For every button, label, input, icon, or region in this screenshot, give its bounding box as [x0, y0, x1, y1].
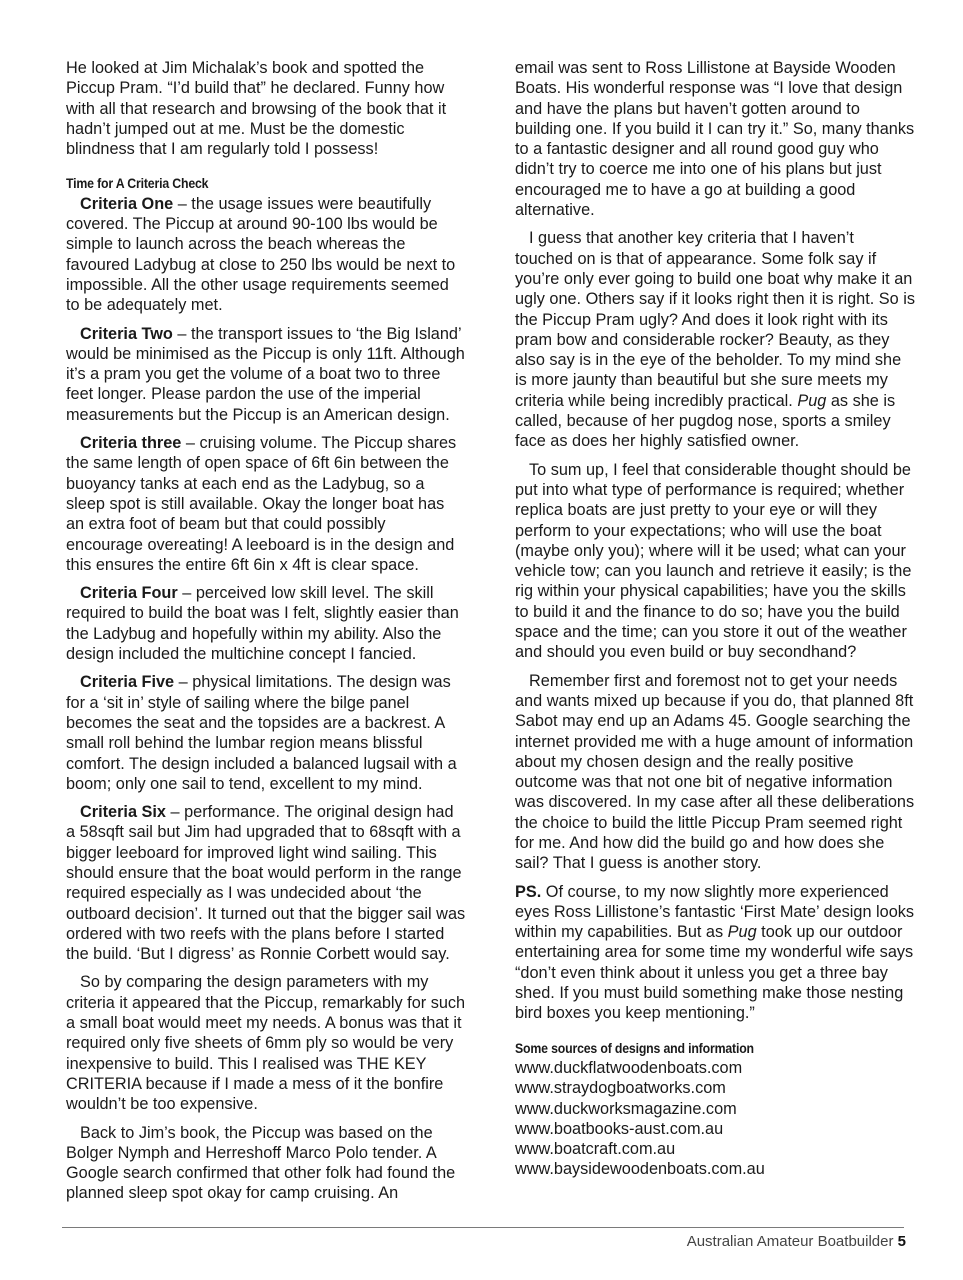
- ps-label: PS.: [515, 882, 542, 901]
- source-link[interactable]: www.boatbooks-aust.com.au: [515, 1119, 724, 1138]
- criteria-one-label: Criteria One: [80, 194, 174, 213]
- footer-rule: [62, 1227, 904, 1228]
- sources-list: [515, 1058, 915, 1180]
- sum-up-paragraph: To sum up, I feel that considerable thought should be put into what type of performance is required; whether replica boats are just pretty to your eye or will they perform to your expectations; who will use the boat (maybe only you); where will it be used; what can your vehicle tow; can you launch and retrieve it easily; is the rig within your physical capabilities; have you the skills to build it and the finance to do so; have you the build space and the time; can you store it out of the weather and should you even build or buy secondhand?: [515, 460, 912, 662]
- criteria-one-paragraph: [66, 194, 466, 316]
- appearance-paragraph: [515, 228, 915, 451]
- source-link[interactable]: www.straydogboatworks.com: [515, 1079, 726, 1098]
- ps-pug-name: Pug: [727, 923, 757, 942]
- ps-paragraph: [515, 882, 915, 1024]
- left-column: [66, 58, 466, 1204]
- criteria-six-paragraph: [66, 802, 466, 964]
- appearance-text-cont: as she is called, because of her pugdog nose, sports a smiley face as does her highly satisfied owner.: [515, 391, 896, 451]
- email-paragraph: email was sent to Ross Lillistone at Bayside Wooden Boats. His wonderful response was “I love that design and have the plans but haven’t gotten around to building one. If you build it I can try it.” So, many thanks to a fantastic designer and all round good guy who didn’t try to coerce me into one of his plans but just encouraged me to have a go at building a good alternative.: [515, 59, 915, 220]
- criteria-two-paragraph: [66, 324, 466, 425]
- sources-heading: Some sources of designs and information: [515, 1039, 754, 1056]
- source-link[interactable]: www.duckworksmagazine.com: [515, 1099, 737, 1118]
- criteria-five-text: – physical limitations. The design was for a ‘sit in’ style of sailing where the bilge panel becomes the seat and the topsides are a backrest. A small roll behind the lumbar region means blissful comfort. The design included a balanced lugsail with a boom; only one sail to tend, excellent to my mind.: [66, 673, 457, 793]
- criteria-subheading: Time for A Criteria Check: [66, 175, 209, 192]
- criteria-four-paragraph: [66, 583, 466, 664]
- criteria-five-paragraph: [66, 672, 466, 794]
- criteria-six-label: Criteria Six: [80, 803, 166, 822]
- criteria-one-text: – the usage issues were beautifully covered. The Piccup at around 90-100 lbs would be simple to launch across the beach whereas the favoured Ladybug at close to 250 lbs would be next to impossible. All the other usage requirements seemed to be adequately met.: [66, 194, 456, 315]
- criteria-three-label: Criteria three: [80, 434, 182, 453]
- criteria-two-label: Criteria Two: [80, 324, 173, 343]
- jims-book-paragraph: Back to Jim’s book, the Piccup was based on the Bolger Nymph and Herreshoff Marco Polo tender. A Google search confirmed that other folk had found the planned sleep spot okay for camp cruising. An: [66, 1123, 456, 1203]
- page-footer: [687, 1233, 906, 1250]
- criteria-four-label: Criteria Four: [80, 584, 178, 603]
- source-link[interactable]: www.baysidewoodenboats.com.au: [515, 1160, 765, 1179]
- comparison-paragraph: So by comparing the design parameters with my criteria it appeared that the Piccup, remarkably for such a small boat would meet my needs. A bonus was that it required only five sheets of 6mm ply so would be very inexpensive to build. This I realised was THE KEY CRITERIA because if I made a mess of it the bonfire wouldn’t be too expensive.: [66, 973, 466, 1114]
- pug-name: Pug: [797, 391, 827, 410]
- ps-text-cont: took up our outdoor entertaining area for some time my wonderful wife says “don’t even think about it unless you get a three bay shed. If you must build something make those nesting bird boxes you keep mentioning.”: [515, 923, 914, 1023]
- appearance-text: I guess that another key criteria that I haven’t touched on is that of appearance. Some folk say if you’re only ever going to build one boat why make it an ugly one. Others say if it looks right then it is right. So is the Piccup Pram ugly? And does it look right with its pram bow and considerable rocker? Beauty, as they also say is in the eye of the beholder. To my mind she is more jaunty than beautiful but she sure meets my criteria while being incredibly practical.: [515, 229, 915, 410]
- criteria-two-text: – the transport issues to ‘the Big Island’ would be minimised as the Piccup is only 11ft. Although it’s a pram you get the volume of a boat two to three feet longer. Please pardon the use of the imperial measurements but the Piccup is an American design.: [66, 324, 465, 424]
- criteria-three-paragraph: [66, 433, 466, 575]
- page-number: 5: [897, 1233, 906, 1250]
- criteria-four-text: – perceived low skill level. The skill required to build the boat was I felt, slightly easier than the Ladybug and hopefully within my ability. Also the design included the multichine concept I fancied.: [66, 584, 459, 664]
- right-column: [515, 58, 915, 1180]
- source-link[interactable]: www.boatcraft.com.au: [515, 1140, 676, 1159]
- ps-text: Of course, to my now slightly more experienced eyes Ross Lillistone’s fantastic ‘First Mate’ design looks within my capabilities. But as: [515, 882, 915, 942]
- source-link[interactable]: www.duckflatwoodenboats.com: [515, 1058, 743, 1077]
- criteria-five-label: Criteria Five: [80, 673, 175, 692]
- remember-paragraph: Remember first and foremost not to get your needs and wants mixed up because if you do, that planned 8ft Sabot may end up an Adams 45. Google searching the internet provided me with a huge amount of information about my chosen design and the really positive outcome was that not one bit of negative information was discovered. In my case after all these deliberations the choice to build the little Piccup Pram seemed right for me. And how did the build go and how does she sail? That I guess is another story.: [515, 671, 915, 873]
- magazine-name: Australian Amateur Boatbuilder: [686, 1233, 894, 1250]
- criteria-three-text: – cruising volume. The Piccup shares the same length of open space of 6ft 6in between the buoyancy tanks at each end as the Ladybug, so a sleep spot is still available. Okay the longer boat has an extra foot of beam but that could possibly encourage overeating! A leeboard is in the design and this ensures the entire 6ft 6in x 4ft is clear space.: [66, 434, 457, 574]
- intro-paragraph: He looked at Jim Michalak’s book and spotted the Piccup Pram. “I’d build that” he declared. Funny how with all that research and browsing of the book that it hadn’t jumped out at me. Must be the domestic blindness that I am regularly told I possess!: [66, 59, 447, 159]
- criteria-six-text: – performance. The original design had a 58sqft sail but Jim had upgraded that to 68sqft with a bigger leeboard for improved light wind sailing. This should ensure that the boat would perform in the range required especially as I was undecided about ‘the outboard decision’. It turned out that the bigger sail was ordered with two reefs with the plans before I started the build. ‘But I digress’ as Ronnie Corbett would say.: [66, 803, 466, 964]
